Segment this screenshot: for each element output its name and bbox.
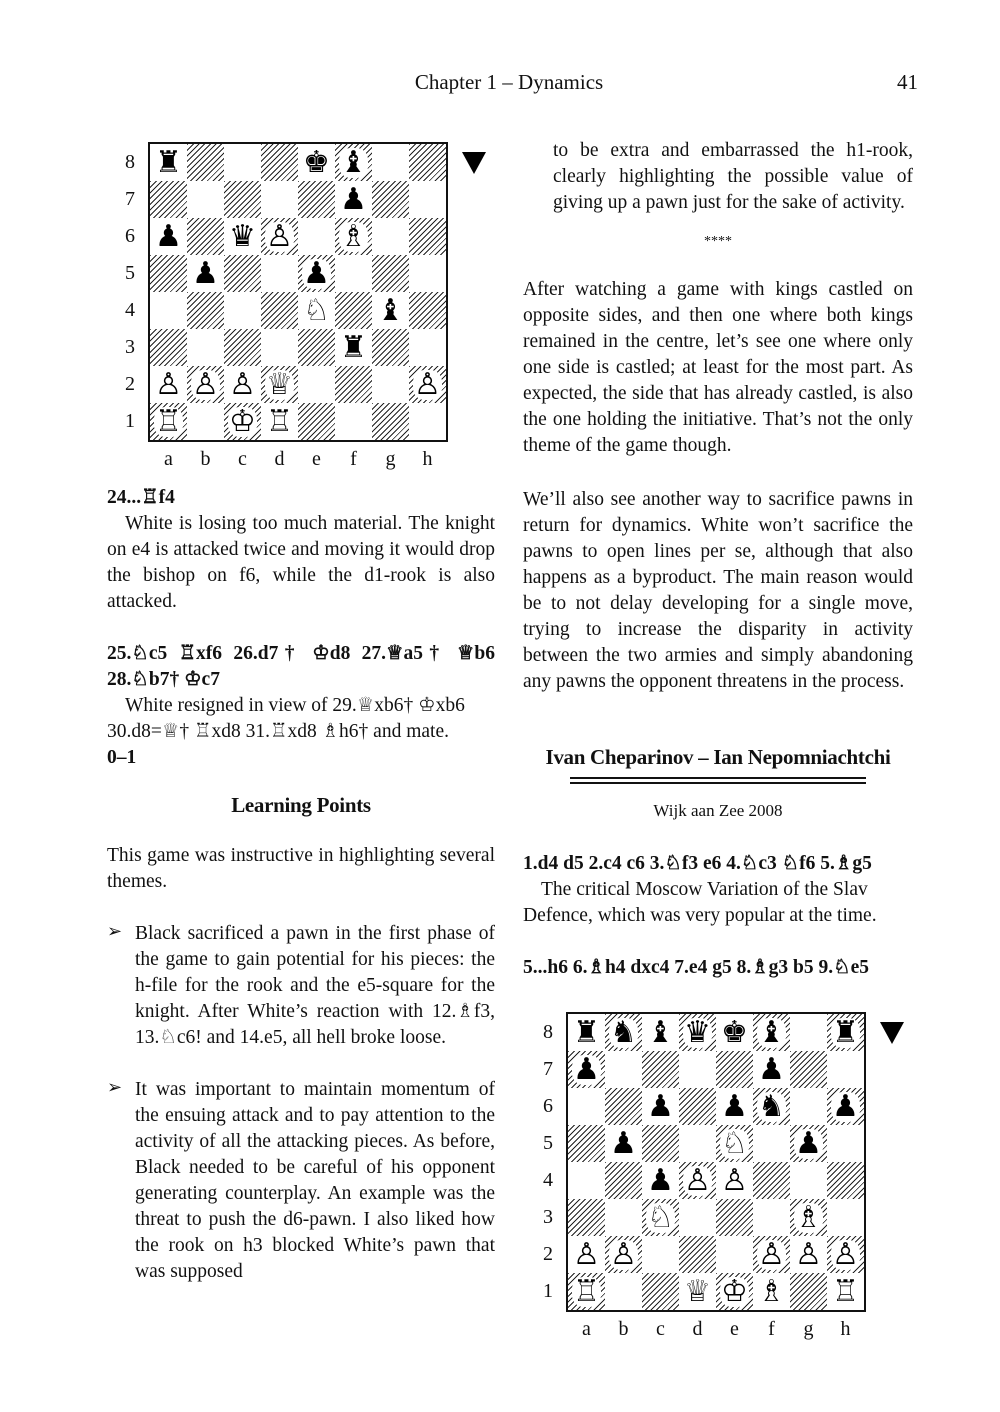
chess-piece: ♛ [229, 218, 256, 254]
opening-comment: The critical Moscow Variation of the Slav Defence, which was very popular at the time. [523, 879, 877, 926]
chess-piece: ♚ [303, 144, 330, 180]
square-e6 [716, 1088, 753, 1125]
chess-piece: ♙ [832, 1236, 859, 1272]
black-to-move-icon [462, 152, 486, 174]
rank-label: 3 [125, 335, 135, 358]
square-c4 [224, 292, 261, 329]
intro-paragraph-2: We’ll also see another way to sacrifice pawns in return for dynamics. White won’t sacrifice the pawns to open lines per se, although that also happens as a byproduct. The main reason would be to not delay developing for a single move, trying to increase the disparity in activity between the two armies and simply abandoning any pawns the opponent threatens in the process. [523, 489, 913, 692]
commentary-2: White resigned in view of 29.♕xb6† ♔xb6 30.d8=♕† ♖xd8 31.♖xd8 ♗h6† and mate. [107, 695, 465, 742]
chess-piece: ♙ [414, 366, 441, 402]
square-e3 [716, 1199, 753, 1236]
chess-piece: ♖ [573, 1273, 600, 1309]
chess-piece: ♟ [795, 1125, 822, 1161]
square-g4 [790, 1162, 827, 1199]
square-d1 [679, 1273, 716, 1310]
continued-text: to be extra and embarrassed the h1-rook, clearly highlighting the possible value of giving up a pawn just for the sake of activity. [553, 140, 913, 213]
square-b2 [605, 1236, 642, 1273]
chess-piece: ♙ [684, 1162, 711, 1198]
square-b8 [605, 1014, 642, 1051]
chess-piece: ♝ [758, 1014, 785, 1050]
rank-label: 7 [543, 1057, 553, 1080]
square-c6 [224, 218, 261, 255]
chess-piece: ♝ [377, 292, 404, 328]
chess-piece: ♜ [155, 144, 182, 180]
chess-piece: ♖ [266, 403, 293, 439]
file-label: f [768, 1318, 775, 1340]
square-h8 [409, 144, 446, 181]
square-g2 [790, 1236, 827, 1273]
file-label: b [618, 1318, 629, 1340]
square-e8 [716, 1014, 753, 1051]
square-d8 [261, 144, 298, 181]
square-c5 [642, 1125, 679, 1162]
chess-piece: ♙ [192, 366, 219, 402]
heading-rule [570, 782, 866, 784]
square-f6 [753, 1088, 790, 1125]
chess-piece: ♞ [610, 1014, 637, 1050]
black-to-move-icon [880, 1022, 904, 1044]
square-h7 [827, 1051, 864, 1088]
square-f4 [335, 292, 372, 329]
square-f1 [753, 1273, 790, 1310]
square-b2 [187, 366, 224, 403]
square-b1 [605, 1273, 642, 1310]
square-e6 [298, 218, 335, 255]
square-a8 [568, 1014, 605, 1051]
chess-piece: ♜ [832, 1014, 859, 1050]
chess-piece: ♙ [610, 1236, 637, 1272]
chess-piece: ♟ [303, 255, 330, 291]
file-label: f [350, 448, 357, 470]
square-b7 [605, 1051, 642, 1088]
chess-piece: ♟ [758, 1051, 785, 1087]
chess-piece: ♙ [573, 1236, 600, 1272]
file-label: a [582, 1318, 591, 1340]
game-result: 0–1 [107, 747, 137, 768]
rank-label: 1 [543, 1279, 553, 1302]
square-b5 [605, 1125, 642, 1162]
square-f3 [753, 1199, 790, 1236]
square-f2 [753, 1236, 790, 1273]
chess-diagram-2 [528, 1008, 918, 1348]
square-g6 [372, 218, 409, 255]
chess-piece: ♛ [684, 1014, 711, 1050]
square-d5 [261, 255, 298, 292]
rank-label: 8 [125, 150, 135, 173]
chess-piece: ♗ [340, 218, 367, 254]
square-g3 [790, 1199, 827, 1236]
square-a2 [150, 366, 187, 403]
rank-label: 2 [125, 372, 135, 395]
learning-point-2: It was important to maintain momentum of the ensuing attack and to pay attention to the activity of all the attacking pieces. As before, Black needed to be careful of his opponent generating counterplay. An example was the threat to push the d6-pawn. I also liked how the rook on h3 blocked White’s pawn that was supposed [135, 1079, 495, 1282]
square-c2 [642, 1236, 679, 1273]
square-c6 [642, 1088, 679, 1125]
square-f3 [335, 329, 372, 366]
chess-piece: ♘ [721, 1125, 748, 1161]
opening-moves: 1.d4 d5 2.c4 c6 3.♘f3 e6 4.♘c3 ♘f6 5.♗g5 [523, 853, 872, 874]
chess-piece: ♟ [832, 1088, 859, 1124]
chessboard [566, 1012, 866, 1312]
square-g7 [372, 181, 409, 218]
square-a6 [568, 1088, 605, 1125]
game-heading: Ivan Cheparinov – Ian Nepomniachtchi [545, 745, 891, 769]
square-f1 [335, 403, 372, 440]
square-d5 [679, 1125, 716, 1162]
square-b3 [187, 329, 224, 366]
left-column [107, 485, 495, 771]
square-f2 [335, 366, 372, 403]
square-d3 [679, 1199, 716, 1236]
square-a5 [150, 255, 187, 292]
chess-piece: ♖ [832, 1273, 859, 1309]
square-e2 [716, 1236, 753, 1273]
chess-piece: ♙ [795, 1236, 822, 1272]
square-a7 [150, 181, 187, 218]
square-g7 [790, 1051, 827, 1088]
square-b4 [605, 1162, 642, 1199]
chess-diagram-1 [110, 138, 500, 478]
square-b7 [187, 181, 224, 218]
square-g1 [372, 403, 409, 440]
square-c1 [224, 403, 261, 440]
chess-piece: ♙ [758, 1236, 785, 1272]
square-c2 [224, 366, 261, 403]
chess-piece: ♙ [229, 366, 256, 402]
square-f7 [753, 1051, 790, 1088]
square-c7 [224, 181, 261, 218]
rank-label: 1 [125, 409, 135, 432]
chess-piece: ♖ [155, 403, 182, 439]
square-g3 [372, 329, 409, 366]
square-b5 [187, 255, 224, 292]
rank-label: 7 [125, 187, 135, 210]
square-h4 [409, 292, 446, 329]
bullet-arrow-icon: ➢ [107, 921, 123, 942]
game-moves-1 [523, 851, 913, 981]
heading-rule [570, 777, 866, 779]
commentary-1: White is losing too much material. The knight on e4 is attacked twice and moving it would drop the bishop on f6, while the d1-rook is also attacked. [107, 513, 495, 612]
square-b1 [187, 403, 224, 440]
square-e4 [716, 1162, 753, 1199]
square-b6 [605, 1088, 642, 1125]
rank-label: 5 [543, 1131, 553, 1154]
file-label: d [274, 448, 285, 470]
venue: Wijk aan Zee 2008 [653, 801, 783, 820]
square-h5 [827, 1125, 864, 1162]
rank-label: 5 [125, 261, 135, 284]
square-b8 [187, 144, 224, 181]
square-c8 [642, 1014, 679, 1051]
chess-piece: ♔ [229, 403, 256, 439]
square-e3 [298, 329, 335, 366]
square-d2 [261, 366, 298, 403]
moves-25-28: 25.♘c5 ♖xf6 26.d7† ♔d8 27.♕a5† ♕b6 28.♘b7† ♔c7 [107, 643, 495, 690]
square-e5 [716, 1125, 753, 1162]
square-a1 [150, 403, 187, 440]
square-c1 [642, 1273, 679, 1310]
chess-piece: ♙ [721, 1162, 748, 1198]
chess-piece: ♜ [340, 329, 367, 365]
square-g5 [372, 255, 409, 292]
square-c5 [224, 255, 261, 292]
chess-piece: ♝ [647, 1014, 674, 1050]
chess-piece: ♗ [795, 1199, 822, 1235]
chess-piece: ♟ [647, 1088, 674, 1124]
bullet-arrow-icon: ➢ [107, 1077, 123, 1098]
chapter-title: Chapter 1 – Dynamics [414, 70, 604, 94]
square-e4 [298, 292, 335, 329]
square-e7 [716, 1051, 753, 1088]
file-label: h [422, 448, 433, 470]
square-e8 [298, 144, 335, 181]
chess-piece: ♙ [266, 218, 293, 254]
square-h3 [409, 329, 446, 366]
square-b6 [187, 218, 224, 255]
chess-piece: ♟ [340, 181, 367, 217]
square-d3 [261, 329, 298, 366]
square-a4 [150, 292, 187, 329]
intro-paragraph-1: After watching a game with kings castled on opposite sides, and then one where both kings remained in the centre, let’s see one where only one side is castled; at least for the most part. As expected, the side that has already castled, is also the one holding the initiative. That’s not the only theme of the game though. [523, 279, 913, 456]
chess-piece: ♟ [610, 1125, 637, 1161]
chess-piece: ♙ [155, 366, 182, 402]
square-d7 [679, 1051, 716, 1088]
rank-label: 6 [543, 1094, 553, 1117]
chess-piece: ♟ [647, 1162, 674, 1198]
square-f6 [335, 218, 372, 255]
chess-piece: ♕ [266, 366, 293, 402]
square-h8 [827, 1014, 864, 1051]
chess-piece: ♕ [684, 1273, 711, 1309]
square-d1 [261, 403, 298, 440]
square-a2 [568, 1236, 605, 1273]
square-f5 [753, 1125, 790, 1162]
square-h4 [827, 1162, 864, 1199]
file-label: c [238, 448, 247, 470]
square-f5 [335, 255, 372, 292]
square-d4 [261, 292, 298, 329]
chess-piece: ♘ [303, 292, 330, 328]
square-a5 [568, 1125, 605, 1162]
square-g1 [790, 1273, 827, 1310]
square-h7 [409, 181, 446, 218]
rank-label: 2 [543, 1242, 553, 1265]
chess-piece: ♝ [340, 144, 367, 180]
chess-piece: ♗ [758, 1273, 785, 1309]
square-g4 [372, 292, 409, 329]
chess-piece: ♟ [155, 218, 182, 254]
square-h6 [827, 1088, 864, 1125]
square-f4 [753, 1162, 790, 1199]
square-g6 [790, 1088, 827, 1125]
square-e1 [298, 403, 335, 440]
square-a6 [150, 218, 187, 255]
square-d4 [679, 1162, 716, 1199]
square-h2 [827, 1236, 864, 1273]
file-label: g [385, 448, 396, 470]
square-b3 [605, 1199, 642, 1236]
square-f8 [753, 1014, 790, 1051]
square-d2 [679, 1236, 716, 1273]
square-h1 [409, 403, 446, 440]
square-a8 [150, 144, 187, 181]
chess-piece: ♜ [573, 1014, 600, 1050]
rank-label: 3 [543, 1205, 553, 1228]
square-c3 [224, 329, 261, 366]
chess-piece: ♟ [192, 255, 219, 291]
opening-moves-2: 5...h6 6.♗h4 dxc4 7.e4 g5 8.♗g3 b5 9.♘e5 [523, 957, 870, 978]
square-b4 [187, 292, 224, 329]
rank-label: 8 [543, 1020, 553, 1043]
file-label: e [312, 448, 321, 470]
file-label: c [656, 1318, 665, 1340]
square-c4 [642, 1162, 679, 1199]
square-c8 [224, 144, 261, 181]
square-a3 [568, 1199, 605, 1236]
learning-points-heading: Learning Points [231, 793, 371, 817]
file-label: d [692, 1318, 703, 1340]
square-c3 [642, 1199, 679, 1236]
square-a3 [150, 329, 187, 366]
move-24: 24...♖f4 [107, 487, 175, 508]
square-a1 [568, 1273, 605, 1310]
chess-piece: ♘ [647, 1199, 674, 1235]
learning-point-1: Black sacrificed a pawn in the first phase of the game to gain potential for his pieces: the h-file for the rook and the e5-square for the knight. After White’s reaction with 12.♗f3, 13.♘c6! and 14.e5, all hell broke loose. [135, 923, 495, 1048]
section-stars: **** [704, 234, 732, 249]
file-label: g [803, 1318, 814, 1340]
file-label: a [164, 448, 173, 470]
square-h3 [827, 1199, 864, 1236]
chess-piece: ♟ [721, 1088, 748, 1124]
square-g8 [372, 144, 409, 181]
square-h6 [409, 218, 446, 255]
square-d6 [679, 1088, 716, 1125]
square-a4 [568, 1162, 605, 1199]
square-e2 [298, 366, 335, 403]
chess-piece: ♚ [721, 1014, 748, 1050]
chessboard [148, 142, 448, 442]
square-d6 [261, 218, 298, 255]
square-a7 [568, 1051, 605, 1088]
square-h1 [827, 1273, 864, 1310]
file-label: e [730, 1318, 739, 1340]
file-label: b [200, 448, 211, 470]
square-g2 [372, 366, 409, 403]
square-e5 [298, 255, 335, 292]
page-number: 41 [897, 70, 918, 94]
square-d8 [679, 1014, 716, 1051]
chess-piece: ♔ [721, 1273, 748, 1309]
rank-label: 4 [543, 1168, 553, 1191]
square-h5 [409, 255, 446, 292]
square-e7 [298, 181, 335, 218]
square-h2 [409, 366, 446, 403]
file-label: h [840, 1318, 851, 1340]
square-g8 [790, 1014, 827, 1051]
square-d7 [261, 181, 298, 218]
square-c7 [642, 1051, 679, 1088]
rank-label: 4 [125, 298, 135, 321]
chess-piece: ♟ [573, 1051, 600, 1087]
chess-piece: ♞ [758, 1088, 785, 1124]
square-g5 [790, 1125, 827, 1162]
square-e1 [716, 1273, 753, 1310]
learning-intro: This game was instructive in highlighting several themes. [107, 845, 495, 892]
square-f8 [335, 144, 372, 181]
rank-label: 6 [125, 224, 135, 247]
square-f7 [335, 181, 372, 218]
